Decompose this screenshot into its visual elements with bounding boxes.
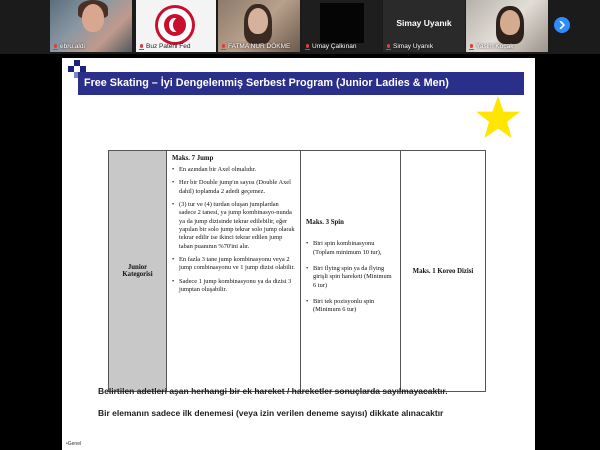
- participant-name-label: [469, 43, 513, 50]
- star-icon: [474, 94, 522, 142]
- jump-heading: Maks. 7 Jump: [172, 155, 214, 162]
- participant-name: Yasim Koçak: [476, 43, 514, 50]
- participant-face: [500, 10, 520, 35]
- slide-title: Free Skating – İyi Dengelenmiş Serbest Program (Junior Ladies & Men): [78, 72, 524, 95]
- list-item: • Biri tek pozisyonlu spin (Minimum 6 tur): [306, 298, 395, 315]
- spin-rules-list: [306, 240, 395, 314]
- participant-tile[interactable]: [466, 0, 548, 52]
- participant-name: Buz Pateni Fed: [146, 43, 191, 50]
- participant-name: Umay Çalkınan: [312, 43, 357, 50]
- spin-heading: Maks. 3 Spin: [306, 219, 344, 227]
- participant-name-label: [53, 43, 85, 50]
- participant-video: [320, 3, 364, 43]
- list-item: • Biri flying spin ya da flying girişli spin hareketi (Minimum 6 tur): [306, 265, 395, 290]
- mic-muted-icon: [139, 44, 144, 50]
- participant-face: [82, 4, 104, 32]
- participant-name-label: [139, 43, 190, 50]
- participant-name-label: [305, 43, 356, 50]
- mic-muted-icon: [386, 44, 391, 50]
- list-item: • Biri spin kombinasyonu (Toplam minimum 10 tur),: [306, 240, 395, 257]
- list-item: • En fazla 3 tane jump kombinasyonu veya 2 jump combinasyonu ve 1 jump dizisi olabilir.: [172, 256, 295, 273]
- slide-footer: •Genel: [66, 441, 82, 447]
- participant-tile[interactable]: [50, 0, 132, 52]
- participant-name: FATMA NUR DÖKME: [228, 43, 291, 50]
- participant-tile[interactable]: [383, 0, 465, 52]
- jump-rules-cell: [167, 151, 301, 392]
- slide-note: Belirtilen adetleri aşan herhangi bir ek hareket / hareketler sonuçlarda sayılmayacaktır.: [98, 386, 448, 396]
- participant-face: [248, 8, 268, 34]
- participant-tile[interactable]: [218, 0, 300, 52]
- list-item: • Her bir Double jump'ın sayısı (Double Axel dahil) toplamda 2 adedi geçemez.: [172, 179, 295, 196]
- participant-name-label: [386, 43, 433, 50]
- participant-display-name: Simay Uyanık: [396, 18, 452, 28]
- mic-muted-icon: [305, 44, 310, 50]
- next-participants-button[interactable]: [554, 17, 570, 33]
- jump-rules-list: [172, 166, 295, 294]
- chevron-right-icon: [559, 21, 565, 29]
- participant-name: Simay Uyanık: [393, 43, 434, 50]
- participant-name-label: [221, 43, 290, 50]
- category-cell: Junior Kategorisi: [109, 151, 167, 392]
- participant-name: ebru.aldi: [60, 43, 85, 50]
- participant-tile[interactable]: [136, 0, 216, 52]
- list-item: • Sadece 1 jump kombinasyonu ya da dizisi 3 jumptan oluşabilir.: [172, 278, 295, 295]
- federation-logo: [155, 5, 195, 45]
- choreo-cell: Maks. 1 Koreo Dizisi: [401, 151, 486, 392]
- participant-tile[interactable]: [302, 0, 382, 52]
- mic-muted-icon: [221, 44, 226, 50]
- mic-muted-icon: [469, 44, 474, 50]
- list-item: • (3) tur ve (4) turdan oluşan jumplardan sadece 2 tanesi, ya jump kombinasyo-nunda ya da jump dizisinde tekrar edilebilir, eğer yapılan bir solo jump tekrar solo jump olarak tekrar edilir ise ikinci tekrar edilen jump taban puanının %70'ini alır.: [172, 201, 295, 251]
- shared-screen-slide: [62, 58, 535, 450]
- mic-muted-icon: [53, 44, 58, 50]
- list-item: • En azından bir Axel olmalıdır.: [172, 166, 295, 174]
- rules-table: [108, 150, 486, 392]
- slide-note: Bir elemanın sadece ilk denemesi (veya izin verilen deneme sayısı) dikkate alınacaktır: [98, 408, 444, 418]
- spin-rules-cell: [301, 151, 401, 392]
- participant-strip: [0, 0, 600, 54]
